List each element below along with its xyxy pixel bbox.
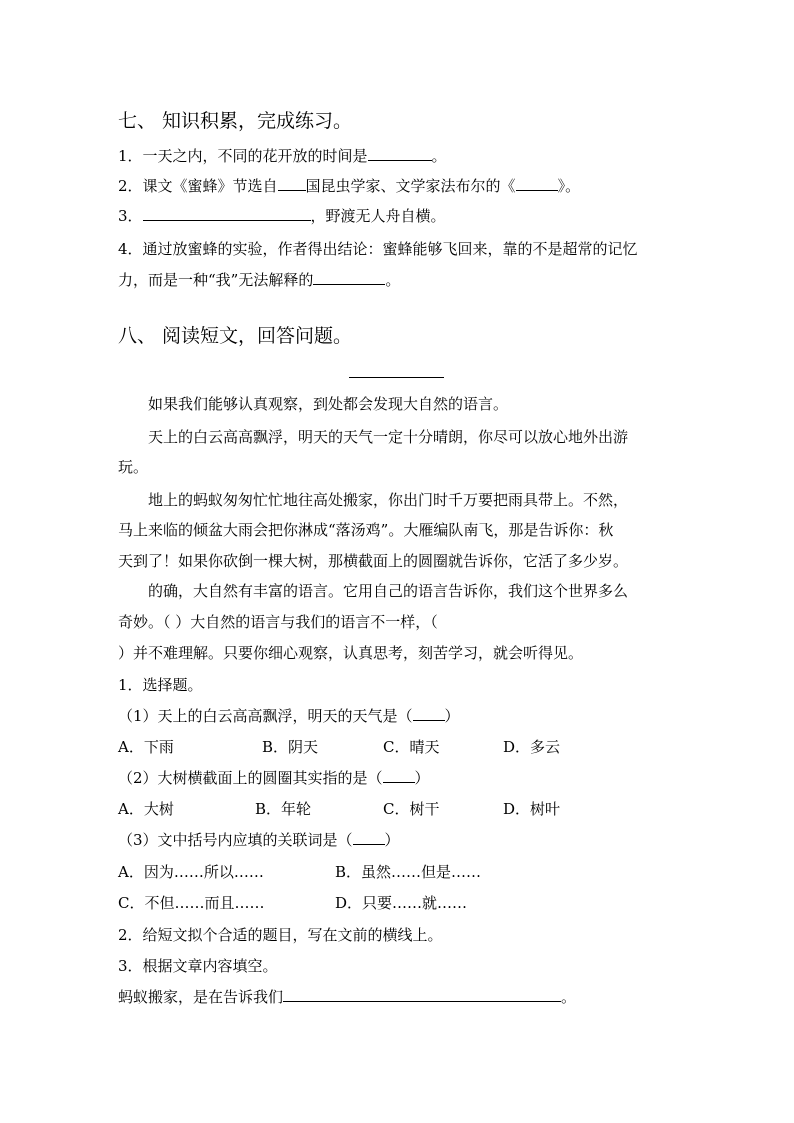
q8-1-3 <box>118 830 400 850</box>
q8-1-3-option-d[interactable]: D．只要……就…… <box>335 894 468 912</box>
q8-1-2-option-a[interactable]: A．大树 <box>118 800 174 818</box>
passage-p1: 如果我们能够认真观察，到处都会发现大自然的语言。 <box>148 395 509 413</box>
q8-1-1 <box>118 706 460 726</box>
q8-3-fill-blank[interactable] <box>283 987 561 1002</box>
q8-1-2-text: （2）大树横截面上的圆圈其实指的是（ <box>118 769 383 787</box>
passage-p4-line3: ）并不难理解。只要你细心观察，认真思考，刻苦学习，就会听得见。 <box>118 644 584 662</box>
q7-2 <box>118 176 580 196</box>
q7-3 <box>118 206 446 226</box>
q8-1-2-option-d[interactable]: D．树叶 <box>503 800 561 818</box>
passage-p3-line2: 马上来临的倾盆大雨会把你淋成“落汤鸡”。大雁编队南飞，那是告诉你：秋 <box>118 521 614 539</box>
passage-p2-line1: 天上的白云高高飘浮，明天的天气一定十分晴朗，你尽可以放心地外出游 <box>148 428 629 446</box>
q7-4-line2 <box>118 270 400 290</box>
q8-1-1-option-d[interactable]: D．多云 <box>503 738 561 756</box>
q8-1-1-text: （1）天上的白云高高飘浮，明天的天气是（ <box>118 707 413 725</box>
q8-1-3-text: （3）文中括号内应填的关联词是（ <box>118 831 353 849</box>
q7-4-line1: 4．通过放蜜蜂的实验，作者得出结论：蜜蜂能够飞回来，靠的不是超常的记忆 <box>118 240 638 258</box>
q7-3-num: 3． <box>118 207 143 225</box>
q7-4-end: 。 <box>385 271 401 289</box>
q8-1-2-answer-blank[interactable] <box>383 768 415 783</box>
q8-1-2-option-c[interactable]: C．树干 <box>383 800 440 818</box>
q7-4-text: 力，而是一种“我”无法解释的 <box>118 271 314 289</box>
q8-3: 3．根据文章内容填空。 <box>118 957 278 975</box>
q8-3-fill-end: 。 <box>561 988 577 1006</box>
q8-1-3-option-a[interactable]: A．因为……所以…… <box>118 863 264 881</box>
passage-p3-line1: 地上的蚂蚁匆匆忙忙地往高处搬家，你出门时千万要把雨具带上。不然， <box>148 491 629 509</box>
q7-3-text: ，野渡无人舟自横。 <box>310 207 446 225</box>
q8-1-3-answer-blank[interactable] <box>353 830 385 845</box>
q8-1-1-answer-blank[interactable] <box>413 706 445 721</box>
q7-2-end: 》。 <box>557 177 581 195</box>
q8-2: 2．给短文拟个合适的题目，写在文前的横线上。 <box>118 926 443 944</box>
q8-1-2 <box>118 768 430 788</box>
q7-3-blank[interactable] <box>143 206 311 221</box>
q8-3-fill <box>118 987 576 1007</box>
q8-3-fill-text: 蚂蚁搬家，是在告诉我们 <box>118 988 284 1006</box>
section-7-heading: 七、 知识积累，完成练习。 <box>118 110 353 132</box>
q7-2-text-mid: 国昆虫学家、文学家法布尔的《 <box>305 177 516 195</box>
q7-1-blank[interactable] <box>368 146 432 161</box>
q8-1-heading: 1．选择题。 <box>118 676 203 694</box>
passage-p4-line1: 的确，大自然有丰富的语言。它用自己的语言告诉你，我们这个世界多么 <box>148 582 629 600</box>
q8-1-1-end: ） <box>444 707 460 725</box>
section-8-heading: 八、 阅读短文，回答问题。 <box>118 325 353 347</box>
q7-2-blank-book[interactable] <box>516 176 558 191</box>
q8-1-2-option-b[interactable]: B．年轮 <box>255 800 312 818</box>
q7-1-text: 1．一天之内，不同的花开放的时间是 <box>118 147 368 165</box>
q8-1-1-option-a[interactable]: A．下雨 <box>118 738 174 756</box>
q7-1-end: 。 <box>431 147 447 165</box>
q8-1-3-end: ） <box>384 831 400 849</box>
passage-title-blank[interactable] <box>349 377 444 378</box>
q7-2-text: 2．课文《蜜蜂》节选自 <box>118 177 278 195</box>
passage-p4-line2: 奇妙。（ ）大自然的语言与我们的语言不一样，（ <box>118 613 438 631</box>
q7-2-blank-country[interactable] <box>278 176 306 191</box>
q8-1-1-option-b[interactable]: B．阴天 <box>262 738 319 756</box>
q8-1-3-option-b[interactable]: B．虽然……但是…… <box>335 863 482 881</box>
q8-1-3-option-c[interactable]: C．不但……而且…… <box>118 894 265 912</box>
passage-p3-line3: 天到了！如果你砍倒一棵大树，那横截面上的圆圈就告诉你，它活了多少岁。 <box>118 552 629 570</box>
passage-p2-line2: 玩。 <box>118 458 149 476</box>
q7-1 <box>118 146 447 166</box>
q8-1-1-option-c[interactable]: C．晴天 <box>383 738 440 756</box>
q8-1-2-end: ） <box>414 769 430 787</box>
q7-4-blank[interactable] <box>313 270 385 285</box>
